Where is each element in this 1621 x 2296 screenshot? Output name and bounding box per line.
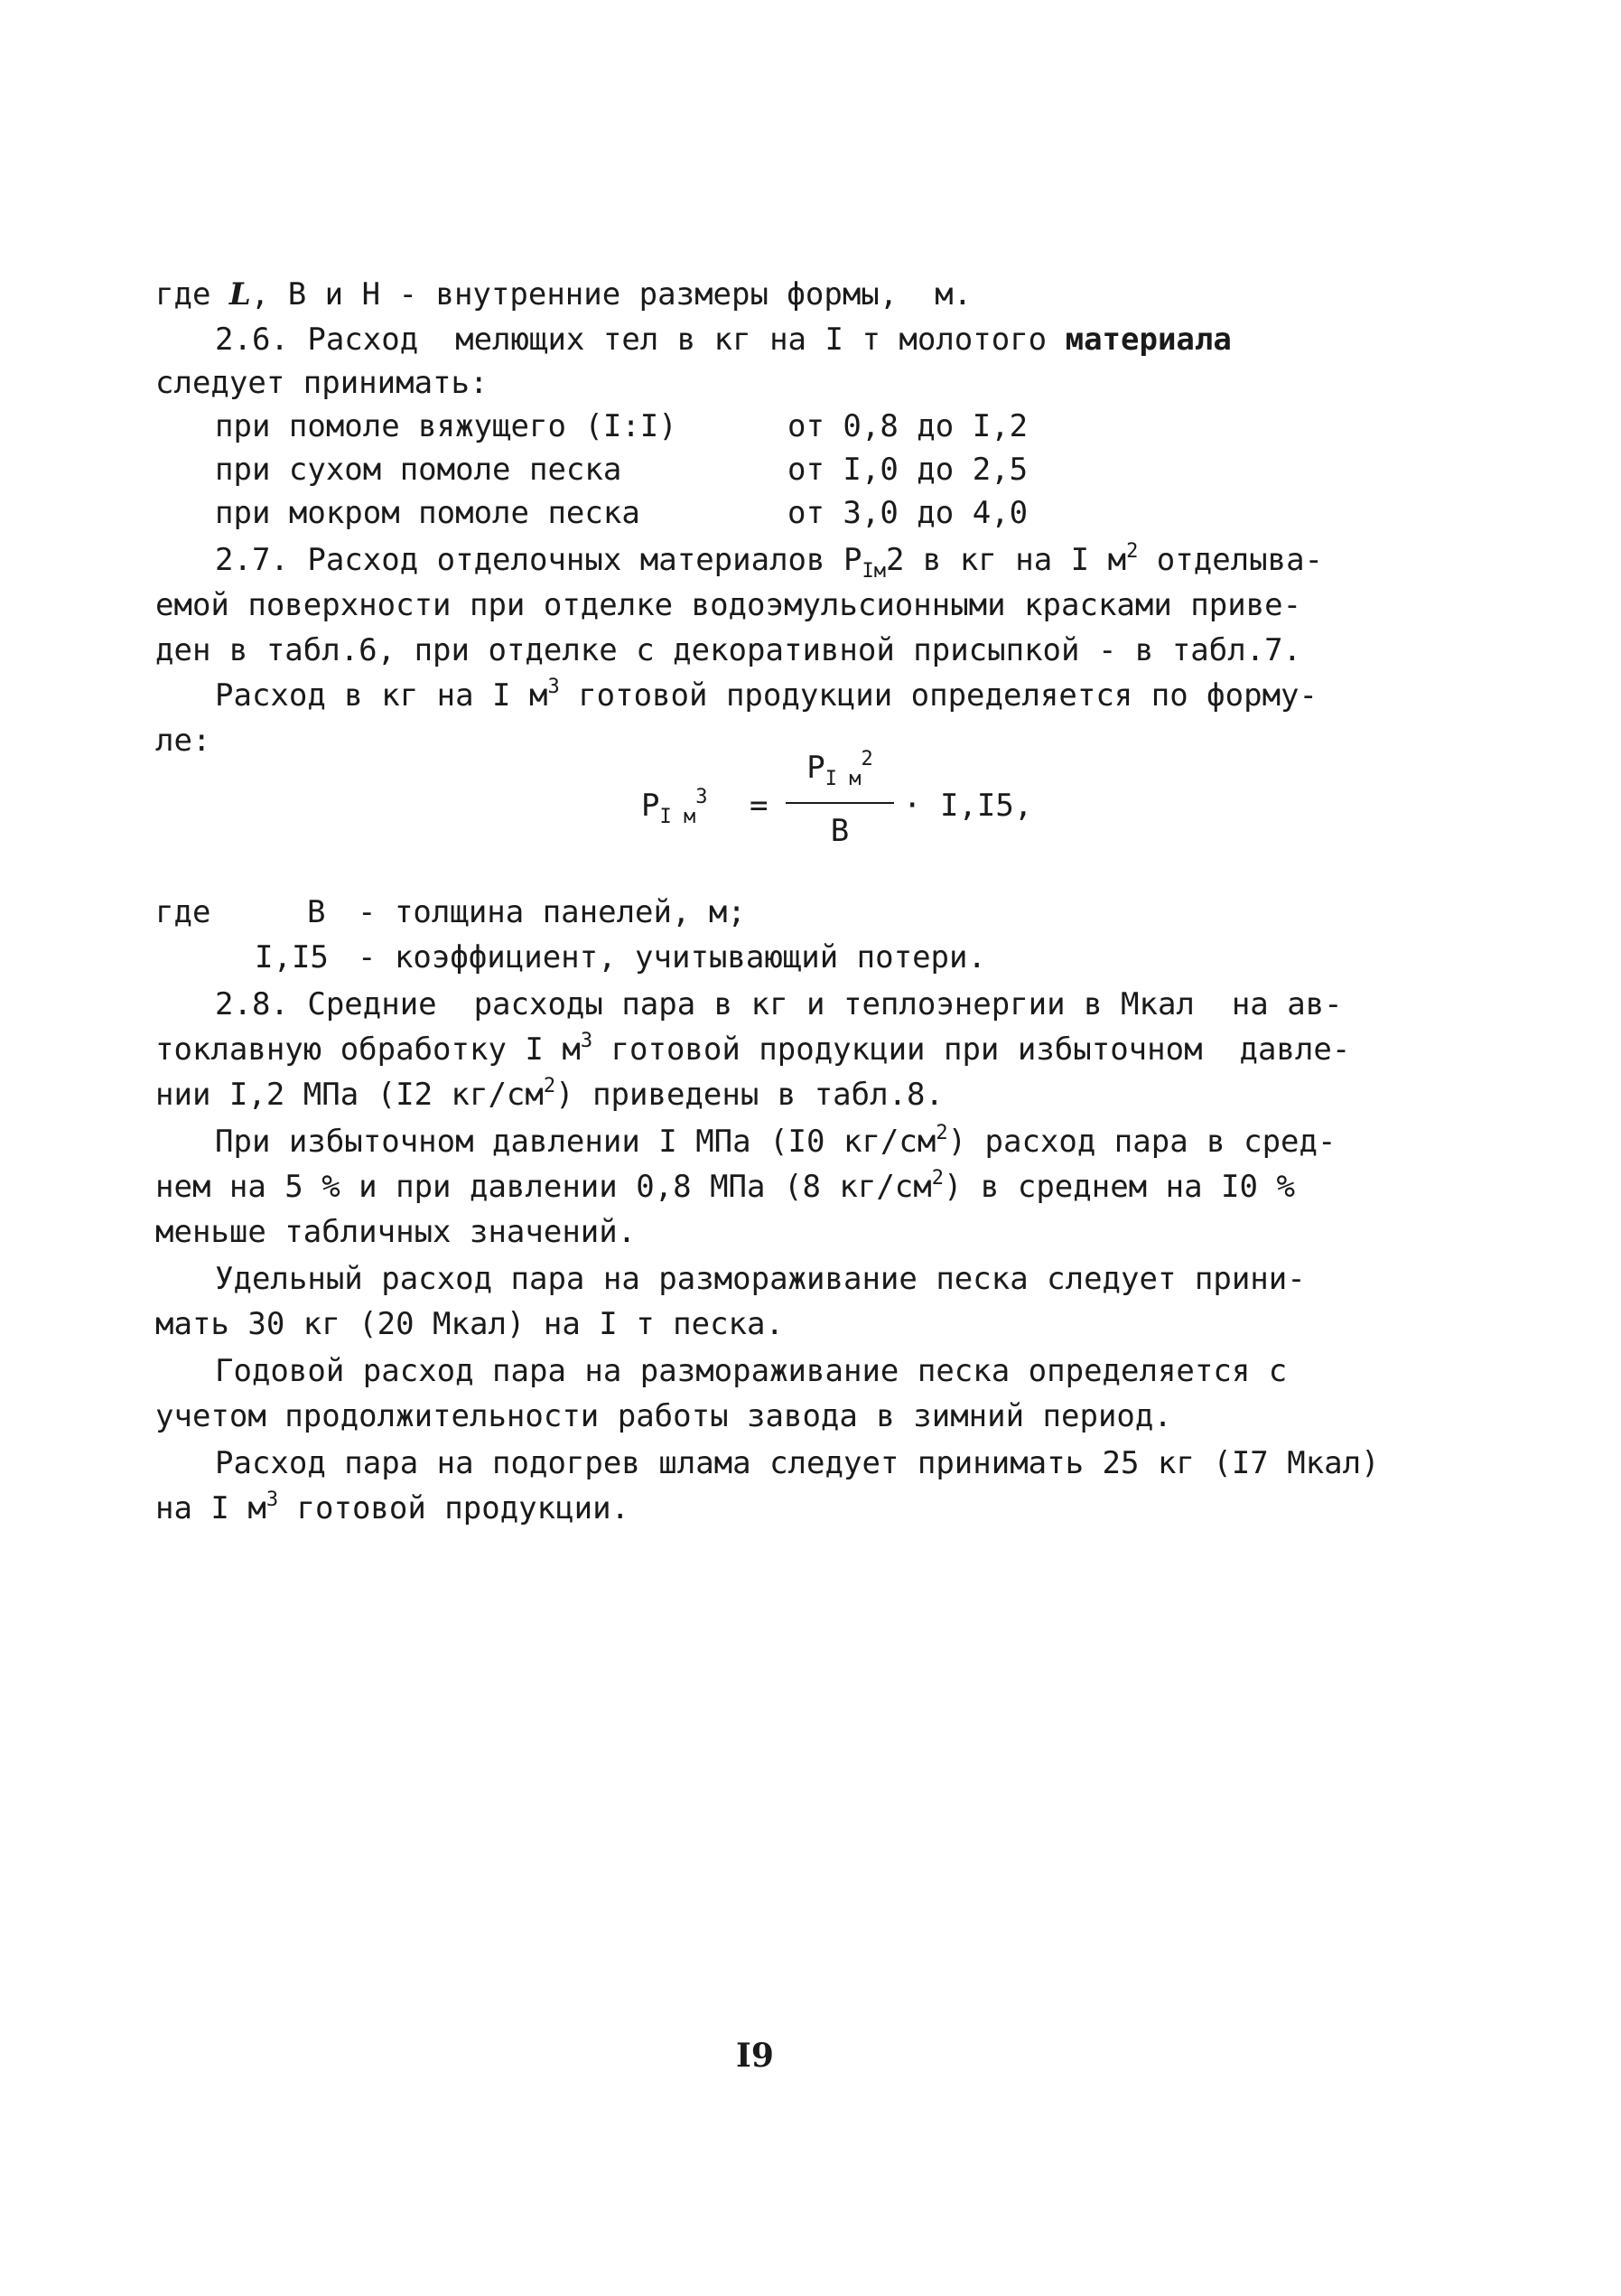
text: следует принимать: <box>155 365 489 401</box>
where-label: где <box>155 894 211 930</box>
list-item-label: при мокром помоле песка <box>215 495 640 531</box>
text: нии I,2 МПа (I2 кг/см <box>155 1077 544 1113</box>
text: 2.6. Расход мелющих тел в кг на I т молотого <box>215 322 1066 358</box>
text: готовой продукции при избыточном давле- <box>592 1031 1351 1068</box>
superscript: 3 <box>547 676 560 698</box>
superscript: 2 <box>931 1167 944 1190</box>
list-item-range: от I,0 до 2,5 <box>787 452 1029 488</box>
list-item-range: от 3,0 до 4,0 <box>787 495 1029 531</box>
definition-text: - толщина панелей, м; <box>358 894 746 930</box>
sludge-line-2 <box>155 1490 629 1526</box>
list-item-label: при сухом помоле песка <box>215 452 622 488</box>
section-2-6-line <box>215 322 1232 358</box>
formula <box>632 750 1102 867</box>
fraction-bar <box>786 802 894 804</box>
subscript: I м <box>824 768 862 790</box>
text: нем на 5 % и при давлении 0,8 МПа (8 кг/см <box>155 1169 932 1205</box>
text: , В и Н - внутренние размеры формы, м. <box>250 276 973 313</box>
page-number: I9 <box>736 2037 774 2075</box>
formula-lhs <box>641 786 708 828</box>
list-item-range: от 0,8 до I,2 <box>787 408 1029 444</box>
text: 2.7. Расход отделочных материалов P <box>215 542 862 578</box>
specific-line: Удельный расход пара на размораживание песка следует прини- <box>215 1261 1306 1297</box>
fraction-numerator <box>786 748 894 790</box>
section-2-8-line: 2.8. Средние расходы пара в кг и теплоэнергии в Мкал на ав- <box>215 986 1343 1022</box>
equals-sign: = <box>750 788 769 824</box>
list-item-label: при помоле вяжущего (I:I) <box>215 408 677 444</box>
section-2-7-line <box>215 540 1324 583</box>
text: на I м <box>155 1490 266 1526</box>
text: готовой продукции определяется по форму- <box>559 677 1318 714</box>
text: 2 в кг на I м <box>885 542 1127 578</box>
text: Расход в кг на I м <box>215 677 548 714</box>
annual-line: Годовой расход пара на размораживание песка определяется с <box>215 1353 1288 1389</box>
where-dimensions-line <box>155 276 972 313</box>
definition-text: - коэффициент, учитывающий потери. <box>358 939 986 975</box>
superscript: 2 <box>936 1122 948 1144</box>
pressure-line-2 <box>155 1169 1295 1205</box>
text: P <box>641 788 660 824</box>
bold-word: материала <box>1065 322 1232 358</box>
specific-line-2: мать 30 кг (20 Мкал) на I т песка. <box>155 1306 784 1342</box>
text: готовой продукции. <box>278 1490 630 1526</box>
text: ) в среднем на I0 % <box>943 1169 1295 1205</box>
text: При избыточном давлении I МПа (I0 кг/см <box>215 1124 936 1160</box>
text: ) приведены в табл.8. <box>555 1077 944 1113</box>
section-2-7-line-2: емой поверхности при отделке водоэмульсионными красками приве- <box>155 587 1302 623</box>
text: ) расход пара в сред- <box>947 1124 1337 1160</box>
section-2-6-line-2 <box>155 365 488 401</box>
fraction-denominator: B <box>830 813 850 849</box>
subscript: I м <box>659 806 696 828</box>
formula-intro-line-2: ле: <box>155 723 211 759</box>
section-2-8-line-3 <box>155 1077 944 1113</box>
superscript: 2 <box>543 1075 556 1097</box>
text: P <box>806 750 825 786</box>
text: где <box>155 276 229 313</box>
section-2-7-line-3: ден в табл.6, при отделке с декоративной присыпкой - в табл.7. <box>155 632 1302 668</box>
pressure-line <box>215 1124 1336 1160</box>
superscript: 2 <box>1126 540 1139 563</box>
formula-intro-line <box>215 677 1318 714</box>
formula-multiplier: · I,I5, <box>903 788 1033 824</box>
superscript: 3 <box>695 786 708 808</box>
subscript: Iм <box>862 560 886 583</box>
pressure-line-3: меньше табличных значений. <box>155 1214 637 1250</box>
text: токлавную обработку I м <box>155 1031 581 1068</box>
superscript: 2 <box>861 748 873 770</box>
section-2-8-line-2 <box>155 1031 1350 1068</box>
annual-line-2: учетом продолжительности работы завода в зимний период. <box>155 1398 1172 1434</box>
superscript: 3 <box>266 1489 279 1511</box>
symbol-L: L <box>228 276 251 313</box>
sludge-line: Расход пара на подогрев шлама следует принимать 25 кг (I7 Мкал) <box>215 1445 1380 1481</box>
text: отделыва- <box>1138 542 1324 578</box>
definition-term: I,I5 <box>255 939 329 975</box>
superscript: 3 <box>580 1030 593 1052</box>
definition-term: B <box>307 894 326 930</box>
